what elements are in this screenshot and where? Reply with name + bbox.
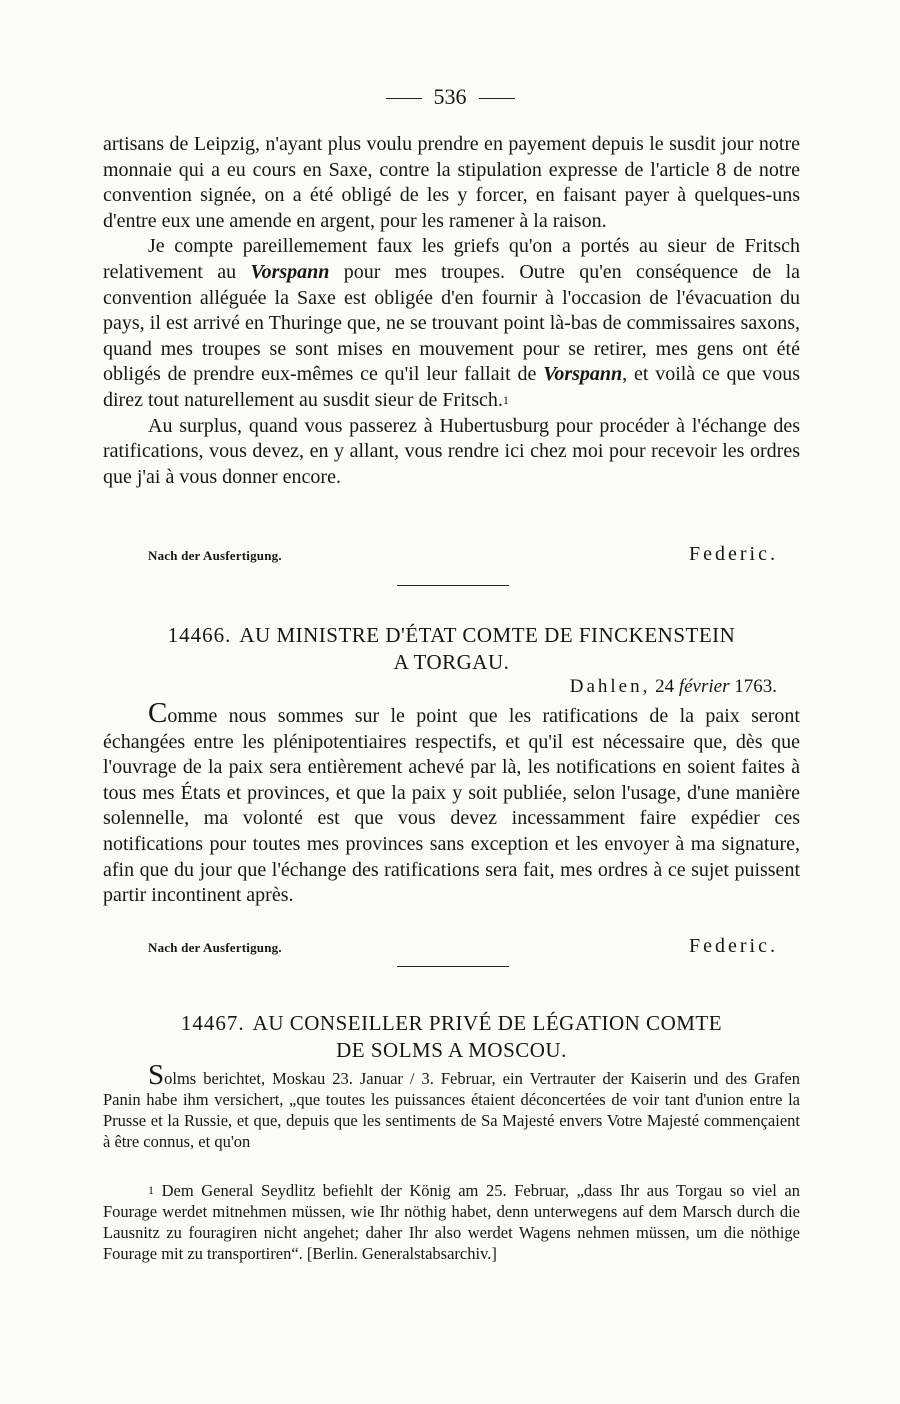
paragraph-2 bbox=[103, 234, 800, 413]
dateline-day: 24 bbox=[655, 676, 675, 697]
footnote-reference: 1 bbox=[502, 392, 509, 407]
footnote-text: Dem General Seydlitz befiehlt der König am 25. Februar, „dass Ihr aus Torgau so viel an Fourage werdet mitnehmen müssen, wie Ihr nöthig habet, denn unterwegens auf dem Marsch durch die Lausnitz zu fouragiren nicht angehet; daher Ihr also werdet Wagens nehmen müssen, um die nöthige Fourage mit zu transportiren“. [Berlin. Generalstabsarchiv.] bbox=[103, 1181, 800, 1263]
letter-14466-heading-line-2: A TORGAU. bbox=[393, 650, 510, 674]
dateline-place: Dahlen, bbox=[569, 676, 651, 697]
letter-number: 14466. bbox=[167, 623, 232, 647]
letter-title: AU MINISTRE D'ÉTAT COMTE DE FINCKENSTEIN bbox=[239, 623, 736, 647]
letter-14466-heading-line-1 bbox=[103, 622, 800, 649]
section-divider bbox=[397, 966, 509, 967]
letter-number: 14467. bbox=[180, 1011, 245, 1035]
letter-14467-heading bbox=[103, 1010, 800, 1064]
footnote-mark: 1 bbox=[148, 1183, 154, 1197]
letter-summary bbox=[103, 1059, 800, 1152]
term-vorspann-2: Vorspann bbox=[543, 363, 623, 386]
carry-over-text bbox=[103, 132, 800, 490]
term-vorspann-1: Vorspann bbox=[250, 260, 330, 283]
paragraph-1: artisans de Leipzig, n'ayant plus voulu prendre en payement depuis le susdit jour notre monnaie qui a eu cours en Saxe, contre la stipulation expresse de l'article 8 de notre convention signée, on a été obligé de les y forcer, en faisant payer à quelques-uns d'entre eux une amende en argent, pour les ramener à la raison. bbox=[103, 133, 800, 232]
letter-14466-body bbox=[103, 697, 800, 909]
page-number-dash-left bbox=[386, 98, 422, 99]
paragraph-2-part-c: , et voilà ce que vous direz tout naturellement au susdit sieur de Fritsch. bbox=[103, 363, 801, 411]
signature: Federic. bbox=[689, 543, 778, 565]
paragraph-2-part-a: Je compte pareillemement faux les griefs qu'on a portés au sieur de Fritsch relativement au bbox=[103, 235, 800, 283]
letter-14467-heading-line-1 bbox=[103, 1010, 800, 1037]
letter-body-text: omme nous sommes sur le point que les ratifications de la paix seront échangées entre les plénipotentiaires respectifs, et qu'il est nécessaire que, dès que l'ouvrage de la paix sera entièrement achevé par là, les notifications en soient faites à tous mes États et provinces, et que la paix y soit publiée, selon l'usage, d'une manière solennelle, ma volonté est que vous devez incessamment faire expédier ces notifications pour toutes mes provinces sans exception et les envoyer à ma signature, afin que du jour que l'échange des ratifications sera fait, mes ordres à ce sujet puissent partir incontinent après. bbox=[103, 705, 800, 907]
page-number: 536 bbox=[433, 84, 467, 109]
page-number-dash-right bbox=[479, 98, 515, 99]
letter-summary-text: olms berichtet, Moskau 23. Januar / 3. Februar, ein Vertrauter der Kaiserin und des Grafen Panin habe ihm versichert, „que toutes les puissances étaient déconcertées de voir tant d'union entre la Prusse et la Russie, et que, depuis que les sentiments de Sa Majesté envers Votre Majesté commençaient à être connus, et qu'on bbox=[103, 1069, 800, 1151]
source-note: Nach der Ausfertigung. bbox=[148, 548, 282, 563]
dateline-month: février bbox=[678, 676, 730, 697]
signature-row-2 bbox=[148, 935, 778, 958]
letter-body bbox=[103, 697, 800, 909]
dateline bbox=[570, 676, 777, 698]
letter-title: AU CONSEILLER PRIVÉ DE LÉGATION COMTE bbox=[252, 1011, 723, 1035]
source-note: Nach der Ausfertigung. bbox=[148, 940, 282, 955]
footnote bbox=[103, 1180, 800, 1264]
dateline-year: 1763. bbox=[734, 676, 777, 697]
letter-14466-heading bbox=[103, 622, 800, 676]
letter-14467-heading-line-2: DE SOLMS A MOSCOU. bbox=[336, 1038, 567, 1062]
signature: Federic. bbox=[689, 935, 778, 957]
initial-letter: S bbox=[148, 1059, 165, 1091]
initial-letter: C bbox=[148, 697, 168, 729]
page-number-line bbox=[0, 84, 900, 110]
letter-14467-summary bbox=[103, 1059, 800, 1152]
paragraph-2-part-b: pour mes troupes. Outre qu'en conséquence de la convention alléguée la Saxe est obligée d'en fournir à l'occasion de l'évacuation du pays, il est arrivé en Thuringe que, ne se trouvant point là-bas de commissaires saxons, quand mes troupes se sont mises en mouvement pour se retirer, mes gens ont été obligés de prendre eux-mêmes ce qu'il leur fallait de bbox=[103, 260, 801, 386]
footnote-block bbox=[103, 1180, 800, 1264]
signature-row-1 bbox=[148, 543, 778, 566]
paragraph-3: Au surplus, quand vous passerez à Hubertusburg pour procéder à l'échange des ratifications, vous devez, en y allant, vous rendre ici chez moi pour recevoir les ordres que j'ai à vous donner encore. bbox=[103, 414, 800, 488]
section-divider bbox=[397, 585, 509, 586]
